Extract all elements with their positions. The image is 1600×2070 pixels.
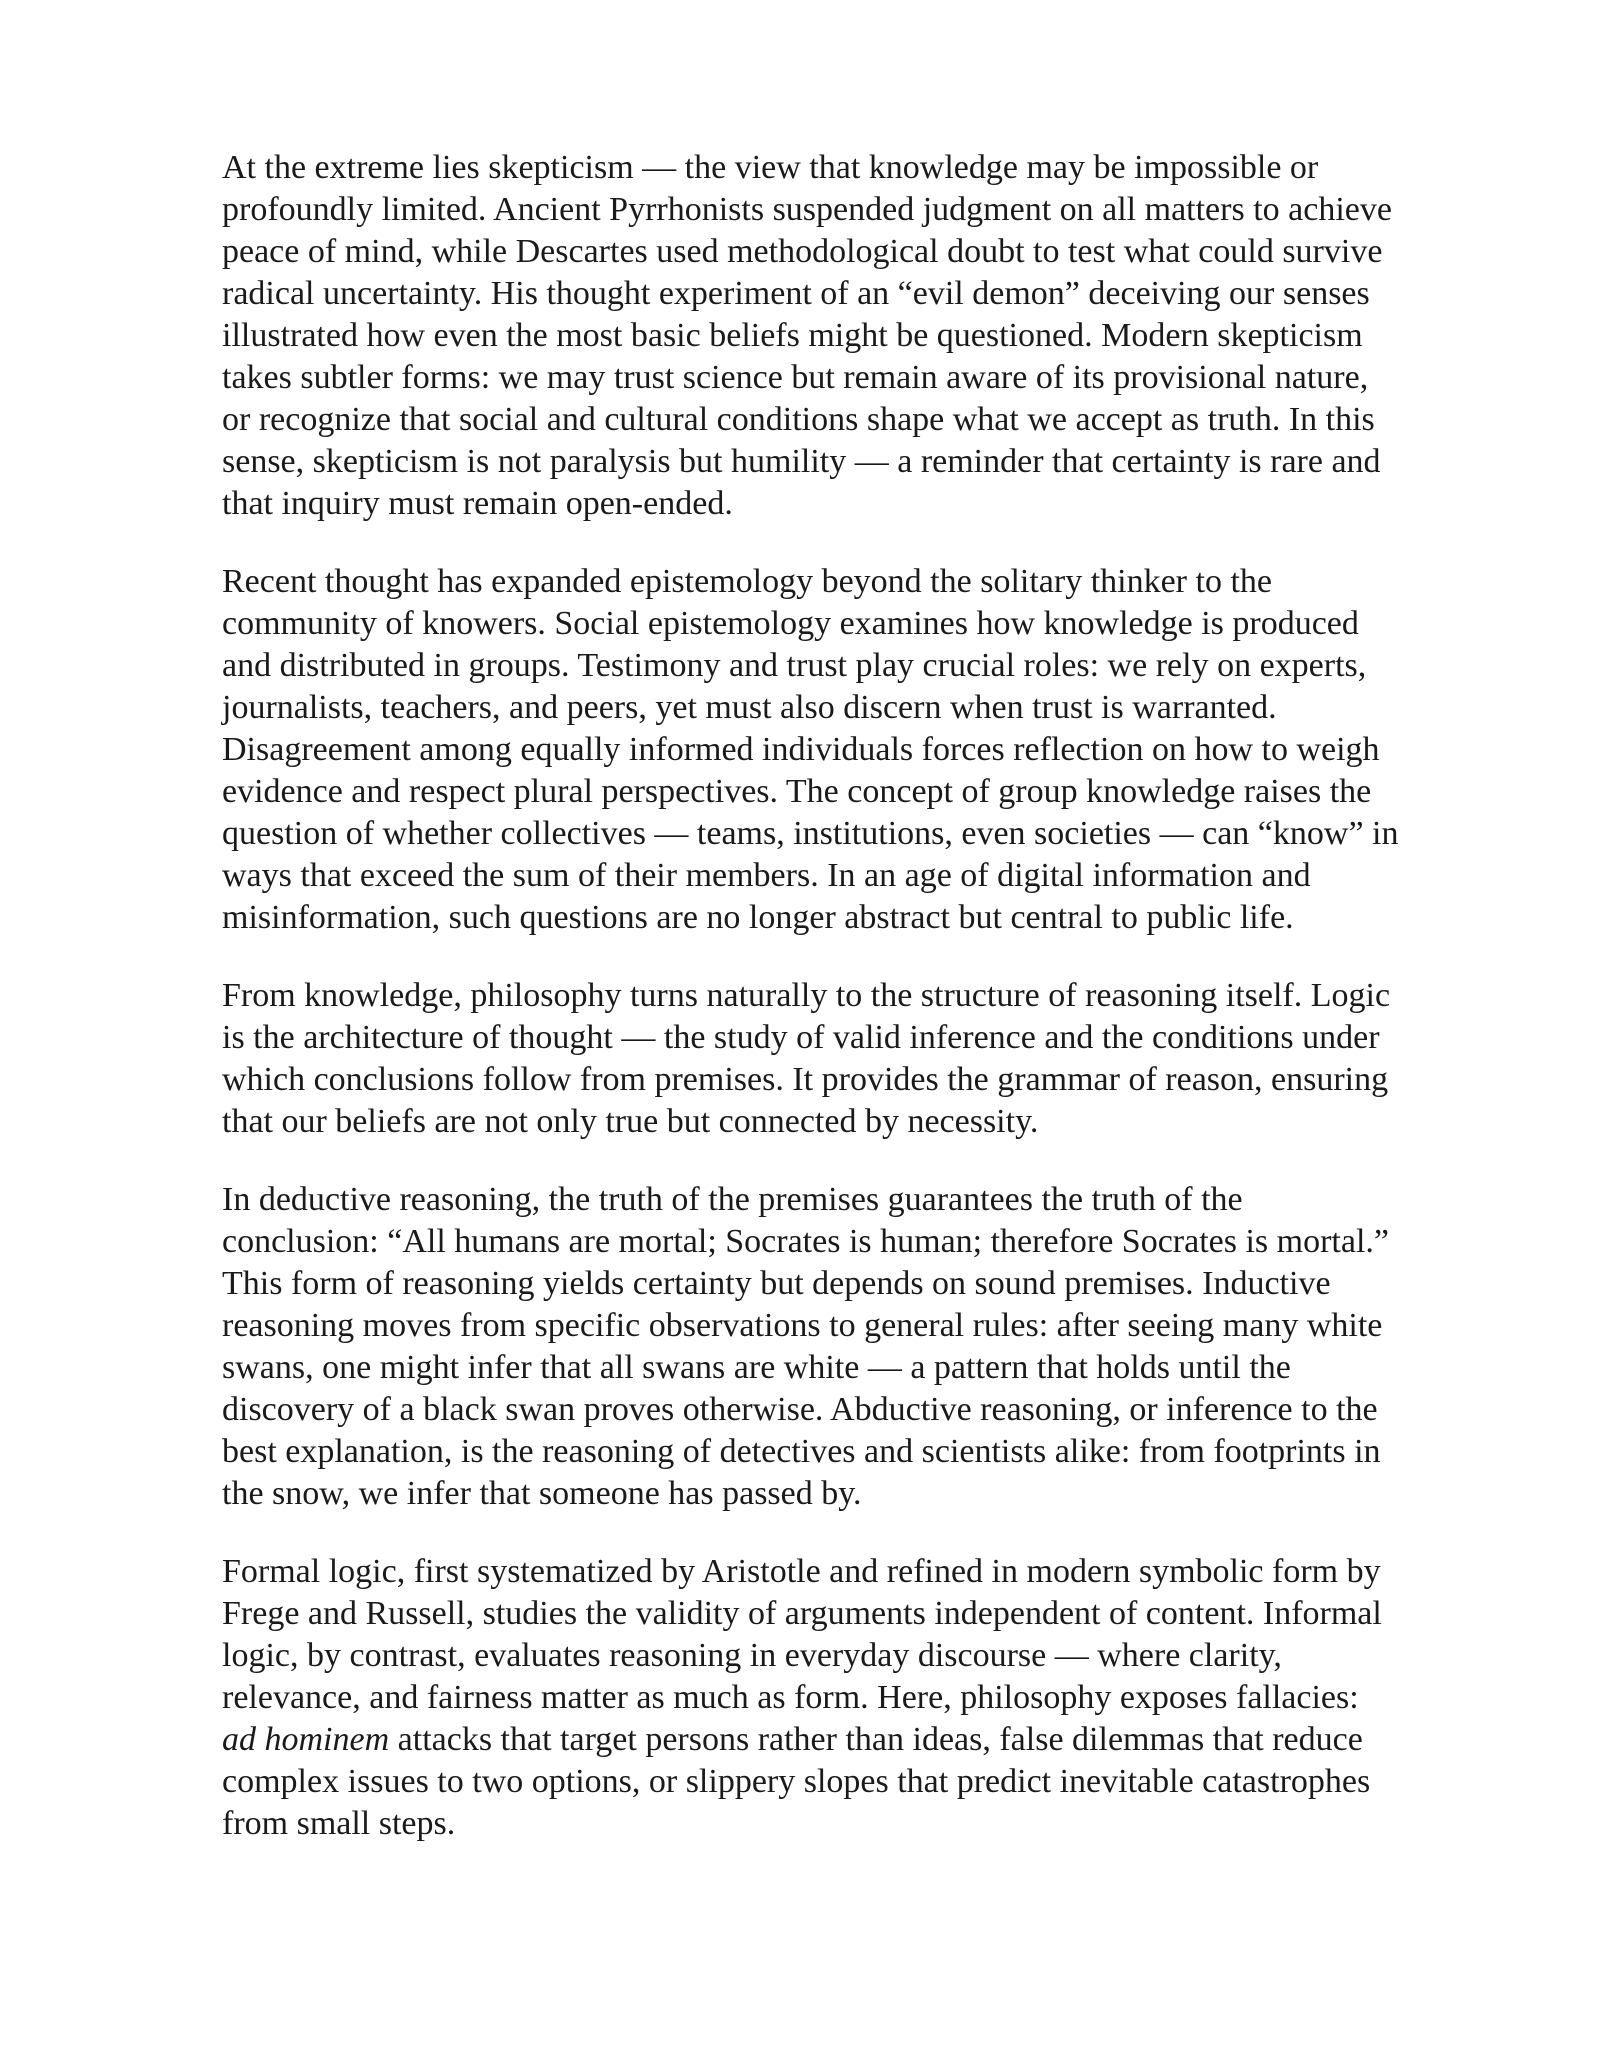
text-line: swans, one might infer that all swans are white — a pattern that holds until the — [222, 1349, 1291, 1386]
text-line: relevance, and fairness matter as much as form. Here, philosophy exposes fallacies: — [222, 1679, 1359, 1716]
text-line: is the architecture of thought — the study of valid inference and the conditions under — [222, 1019, 1380, 1056]
paragraph-social-epistemology — [222, 561, 1492, 939]
text-line: ways that exceed the sum of their members. In an age of digital information and — [222, 857, 1311, 894]
text-line: best explanation, is the reasoning of detectives and scientists alike: from footprints in — [222, 1433, 1381, 1470]
text-line: Recent thought has expanded epistemology beyond the solitary thinker to the — [222, 563, 1272, 600]
text-line: In deductive reasoning, the truth of the premises guarantees the truth of the — [222, 1181, 1243, 1218]
text-line: from small steps. — [222, 1805, 456, 1842]
text-line: profoundly limited. Ancient Pyrrhonists suspended judgment on all matters to achieve — [222, 191, 1392, 228]
text-line: reasoning moves from specific observations to general rules: after seeing many white — [222, 1307, 1383, 1344]
text-line: peace of mind, while Descartes used methodological doubt to test what could survive — [222, 233, 1383, 270]
text-line: journalists, teachers, and peers, yet must also discern when trust is warranted. — [222, 689, 1277, 726]
text-line: complex issues to two options, or slippery slopes that predict inevitable catastrophes — [222, 1763, 1371, 1800]
paragraph-logic-intro — [222, 975, 1492, 1143]
text-line: Frege and Russell, studies the validity of arguments independent of content. Informal — [222, 1595, 1382, 1632]
text-line: At the extreme lies skepticism — the view that knowledge may be impossible or — [222, 149, 1319, 186]
text-line: question of whether collectives — teams, institutions, even societies — can “know” in — [222, 815, 1399, 852]
text-line: that our beliefs are not only true but connected by necessity. — [222, 1103, 1039, 1140]
text-line: community of knowers. Social epistemology examines how knowledge is produced — [222, 605, 1359, 642]
text-fragment: attacks that target persons rather than ideas, false dilemmas that reduce — [389, 1721, 1363, 1758]
text-line: Formal logic, first systematized by Aristotle and refined in modern symbolic form by — [222, 1553, 1381, 1590]
text-line: conclusion: “All humans are mortal; Socrates is human; therefore Socrates is mortal.” — [222, 1223, 1389, 1260]
text-line: discovery of a black swan proves otherwise. Abductive reasoning, or inference to the — [222, 1391, 1378, 1428]
paragraph-formal-informal-logic — [222, 1551, 1492, 1845]
text-line: Disagreement among equally informed individuals forces reflection on how to weigh — [222, 731, 1380, 768]
text-line: or recognize that social and cultural conditions shape what we accept as truth. In this — [222, 401, 1375, 438]
text-line-with-italic — [222, 1719, 1492, 1761]
text-line: radical uncertainty. His thought experiment of an “evil demon” deceiving our senses — [222, 275, 1370, 312]
paragraph-reasoning-types — [222, 1179, 1492, 1515]
text-line: evidence and respect plural perspectives. The concept of group knowledge raises the — [222, 773, 1372, 810]
text-line: From knowledge, philosophy turns naturally to the structure of reasoning itself. Logic — [222, 977, 1391, 1014]
italic-term-ad-hominem: ad hominem — [222, 1721, 390, 1758]
text-line: and distributed in groups. Testimony and trust play crucial roles: we rely on experts, — [222, 647, 1367, 684]
text-line: This form of reasoning yields certainty but depends on sound premises. Inductive — [222, 1265, 1331, 1302]
document-body — [222, 147, 1492, 1881]
text-line: which conclusions follow from premises. It provides the grammar of reason, ensuring — [222, 1061, 1389, 1098]
text-line: sense, skepticism is not paralysis but humility — a reminder that certainty is rare and — [222, 443, 1381, 480]
text-line: illustrated how even the most basic beliefs might be questioned. Modern skepticism — [222, 317, 1363, 354]
text-line: takes subtler forms: we may trust science but remain aware of its provisional nature, — [222, 359, 1369, 396]
text-line: that inquiry must remain open-ended. — [222, 485, 733, 522]
paragraph-skepticism — [222, 147, 1492, 525]
text-line: the snow, we infer that someone has passed by. — [222, 1475, 862, 1512]
text-line: logic, by contrast, evaluates reasoning in everyday discourse — where clarity, — [222, 1637, 1282, 1674]
text-line: misinformation, such questions are no longer abstract but central to public life. — [222, 899, 1294, 936]
